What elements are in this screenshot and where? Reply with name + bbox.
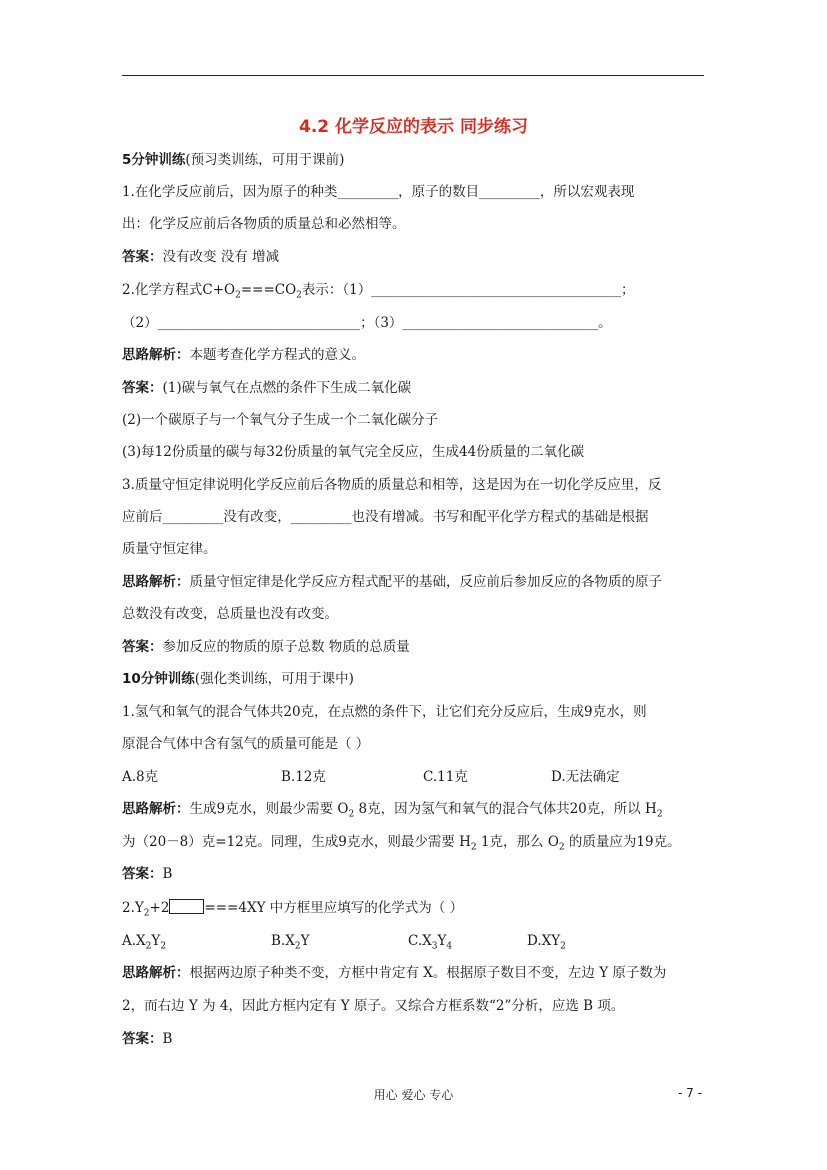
mc2-option-d	[527, 932, 566, 956]
thinking-text: 根据两边原子种类不变，方框中肯定有 X。根据原子数目不变，左边 Y 原子数为	[189, 965, 667, 981]
section-note: (预习类训练，可用于课前)	[185, 152, 345, 168]
answer-text: 没有改变 没有 增减	[162, 249, 280, 265]
thinking-label: 思路解析：	[122, 347, 190, 363]
thinking-label: 思路解析：	[122, 801, 190, 817]
answer-label: 答案：	[122, 249, 163, 265]
mc1-option-d: D.无法确定	[551, 769, 620, 785]
mc2-text: +2	[149, 900, 170, 916]
opt-text: Y	[151, 933, 161, 949]
thinking-4	[122, 800, 663, 824]
opt-sub: 3	[431, 941, 438, 952]
q3-line1: 3.质量守恒定律说明化学反应前后各物质的质量总和相等，这是因为在一切化学反应里，反	[122, 477, 662, 493]
answer-label: 答案：	[122, 1031, 163, 1047]
footer-motto: 用心 爱心 专心	[373, 1088, 454, 1102]
answer-text: (1)碳与氧气在点燃的条件下生成二氧化碳	[162, 380, 412, 396]
mc2-option-c	[408, 932, 452, 956]
thinking-text: 1克，那么 O	[476, 834, 559, 850]
q3-line2: 应前后_________没有改变，_________也没有增减。书写和配平化学方程式的基础是根据	[122, 509, 649, 525]
opt-text: B.X	[271, 933, 295, 949]
section-note: (强化类训练，可用于课中)	[194, 671, 354, 687]
sub-2: 2	[656, 809, 663, 820]
page-number: - 7 -	[678, 1086, 702, 1100]
opt-sub: 2	[145, 941, 152, 952]
mc1-line2: 原混合气体中含有氢气的质量可能是（ ）	[122, 736, 370, 752]
section-5min	[122, 151, 344, 169]
answer-text: 参加反应的物质的原子总数 物质的总质量	[162, 639, 410, 655]
sub-2: 2	[470, 842, 477, 853]
q2-text-b: ===CO	[240, 282, 297, 298]
mc2-question	[122, 899, 463, 923]
q2-text-a: 2.化学方程式C+O	[122, 282, 236, 298]
answer-2	[122, 379, 411, 397]
thinking-label: 思路解析：	[122, 965, 190, 981]
header-rule	[122, 75, 704, 76]
sub-2: 2	[296, 290, 302, 301]
thinking-text: 的质量应为19克。	[564, 834, 681, 850]
answer-4	[122, 865, 172, 883]
thinking-text: 质量守恒定律是化学反应方程式配平的基础，反应前后参加反应的各物质的原子	[189, 574, 662, 590]
answer-1	[122, 248, 279, 266]
answer-5	[122, 1030, 172, 1048]
opt-sub: 2	[560, 941, 566, 952]
sub-2: 2	[143, 908, 150, 919]
mc2-text: 2.Y	[122, 900, 144, 916]
page-title: 4.2 化学反应的表示 同步练习	[299, 117, 528, 137]
mc1-option-a: A.8克	[122, 769, 159, 785]
mc1-option-b: B.12克	[281, 769, 326, 785]
opt-sub: 2	[294, 941, 301, 952]
q2-line2: （2）______________________________；（3）_____________________________。	[122, 315, 612, 331]
section-head: 5分钟训练	[122, 152, 186, 168]
answer-2c: (3)每12份质量的碳与每32份质量的氧气完全反应，生成44份质量的二氧化碳	[122, 444, 585, 460]
q1-line2: 出：化学反应前后各物质的质量总和必然相等。	[122, 216, 406, 232]
q2-text-c: 表示：（1）_____________________________________；	[301, 282, 635, 298]
opt-text: Y	[300, 933, 310, 949]
opt-text: D.XY	[527, 933, 561, 949]
answer-text: B	[162, 866, 173, 882]
q3-line3: 质量守恒定律。	[122, 541, 217, 557]
thinking-5b: 2，而右边 Y 为 4，因此方框内定有 Y 原子。又综合方框系数“2”分析，应选 B 项。	[122, 998, 625, 1014]
sub-2: 2	[235, 290, 241, 301]
answer-label: 答案：	[122, 639, 163, 655]
thinking-text: 8克，因为氢气和氧气的混合气体共20克，所以 H	[354, 801, 657, 817]
thinking-text: 生成9克水，则最少需要 O	[189, 801, 349, 817]
mc2-option-a	[122, 932, 166, 956]
section-10min	[122, 670, 354, 688]
thinking-3b: 总数没有改变，总质量也没有改变。	[122, 606, 338, 622]
opt-sub: 2	[160, 941, 167, 952]
opt-text: C.X	[408, 933, 432, 949]
opt-sub: 4	[446, 941, 453, 952]
answer-text: B	[162, 1031, 173, 1047]
answer-2b: (2)一个碳原子与一个氧气分子生成一个二氧化碳分子	[122, 412, 439, 428]
opt-text: Y	[437, 933, 447, 949]
opt-text: A.X	[122, 933, 146, 949]
thinking-2	[122, 346, 365, 364]
answer-label: 答案：	[122, 866, 163, 882]
mc1-line1: 1.氢气和氧气的混合气体共20克，在点燃的条件下，让它们充分反应后，生成9克水，则	[122, 704, 647, 720]
mc1-option-c: C.11克	[423, 769, 468, 785]
section-head: 10分钟训练	[122, 671, 195, 687]
answer-label: 答案：	[122, 380, 163, 396]
thinking-label: 思路解析：	[122, 574, 190, 590]
answer-3	[122, 638, 410, 656]
thinking-4b	[122, 833, 681, 857]
sub-2: 2	[558, 842, 565, 853]
sub-2: 2	[348, 809, 355, 820]
q2-line1	[122, 281, 635, 305]
thinking-3	[122, 573, 662, 591]
thinking-text: 为（20－8）克=12克。同理，生成9克水，则最少需要 H	[122, 834, 471, 850]
q1-line1: 1.在化学反应前后，因为原子的种类_________，原子的数目_________，所以宏观表现	[122, 184, 635, 200]
thinking-text: 本题考查化学方程式的意义。	[189, 347, 365, 363]
thinking-5	[122, 964, 666, 982]
mc2-option-b	[271, 932, 309, 956]
answer-box	[169, 899, 204, 914]
mc2-text: ===4XY 中方框里应填写的化学式为（ ）	[204, 900, 464, 916]
